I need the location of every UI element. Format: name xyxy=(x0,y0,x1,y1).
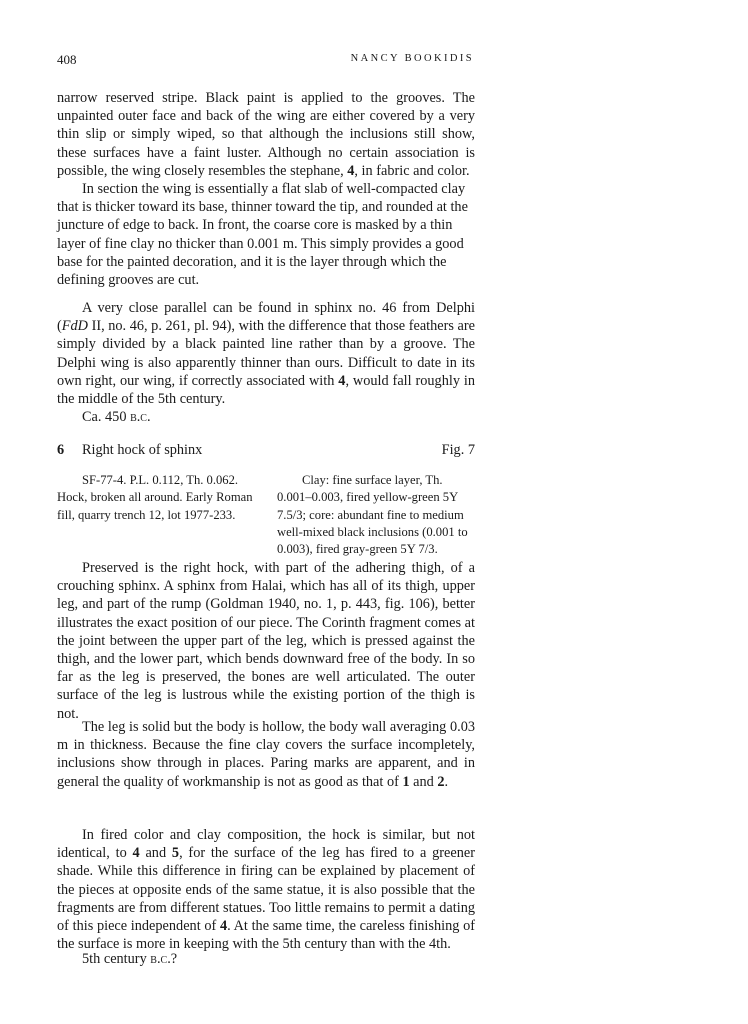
paragraph-3-text-2: II, no. 46, p. 261, pl. 94), with the difference that those feathers are simply divided by a black painted line rather than by a groove. The Delphi wing is also apparently thinner than ours. Difficult to date in its own right, our wing, if correctly associated with xyxy=(57,318,475,389)
cross-ref-4: 4 xyxy=(219,918,228,935)
catalog-number: 6 xyxy=(57,442,65,458)
date-line-2-prefix: 5th century xyxy=(82,951,151,967)
cross-ref-4: 4 xyxy=(132,845,140,862)
paragraph-2: In section the wing is essentially a flat slab of well-compacted clay that is thicker toward its base, thinner toward the tip, and rounded at the juncture of edge to back. In front, the coarse core is masked by a thin layer of fine clay no thicker than 0.001 m. This simply provides a good base for the painted decoration, and it is the layer through which the defining grooves are cut. xyxy=(57,181,468,289)
paragraph-6-text-2: and xyxy=(139,845,172,862)
date-line-2-era: b.c. xyxy=(150,951,171,967)
paragraph-5-text-3: . xyxy=(444,773,449,790)
paragraph-6-text-1: In fired color and clay composition, the hock is similar, but not identical, to xyxy=(57,827,475,862)
cross-ref-2: 2 xyxy=(437,773,445,790)
paragraph-4: Preserved is the right hock, with part of the adhering thigh, of a crouching sphinx. A sphinx from Halai, which has all of its thigh, upper leg, and part of the rump (Goldman 1940, no. 1, p. 443, fig. 106), better illustrates the exact position of our piece. The Corinth fragment comes at the joint between the upper part of the leg, which is pressed against the thigh, and the lower part, which bends downward free of the body. In so far as the leg is preserved, the bones are well articulated. The outer surface of the leg is lustrous while the existing portion of the thigh is not. xyxy=(57,560,475,722)
date-line-2-suffix: ? xyxy=(170,951,178,967)
running-head: NANCY BOOKIDIS xyxy=(350,53,474,64)
page-number: 408 xyxy=(57,52,77,67)
paragraph-1 xyxy=(57,89,475,180)
date-line-1 xyxy=(82,408,151,426)
paragraph-3-text-1: A very close parallel can be found in sphinx no. 46 from Delphi ( xyxy=(57,300,475,335)
date-line-1-era: b.c. xyxy=(130,409,151,425)
cross-ref-5: 5 xyxy=(171,845,180,862)
paragraph-3-text-3: , would fall roughly in the middle of the 5th century. xyxy=(57,372,475,408)
paragraph-6-text-3: , for the surface of the leg has fired to a greener shade. While this difference in firing can be explained by placement of the pieces at opposite ends of the same statue, it is also possible that the fragments are from different statues. Too little remains to permit a dating of this piece independent of xyxy=(57,845,475,935)
catalog-description-right: Clay: fine surface layer, Th. 0.001–0.003, fired yellow-green 5Y 7.5/3; core: abundant fine to medium well-mixed black inclusions (0.001 to 0.003), fired gray-green 5Y 7/3. xyxy=(277,473,468,557)
paragraph-6-text-4: . At the same time, the careless finishing of the surface is more in keeping with the 5th century than with the 4th. xyxy=(57,918,475,953)
catalog-description-left: SF-77-4. P.L. 0.112, Th. 0.062. Hock, broken all around. Early Roman fill, quarry trench 12, lot 1977-233. xyxy=(57,473,253,522)
paragraph-1-text-2: , in fabric and color. xyxy=(354,162,470,179)
paragraph-6 xyxy=(57,826,475,953)
catalog-title: Right hock of sphinx xyxy=(82,442,203,458)
figure-reference: Fig. 7 xyxy=(441,442,475,458)
paragraph-5-text-1: The leg is solid but the body is hollow, the body wall averaging 0.03 m in thickness. Because the fine clay covers the surface incompletely, inclusions show through in places. Paring marks are apparent, and in general the quality of workmanship is not as good as that of xyxy=(57,719,475,790)
cross-ref-1: 1 xyxy=(402,773,410,790)
date-line-2 xyxy=(82,950,177,968)
cross-ref-4: 4 xyxy=(338,372,346,389)
cross-ref-4: 4 xyxy=(347,162,355,179)
paragraph-5 xyxy=(57,718,475,791)
paragraph-1-text-1: narrow reserved stripe. Black paint is applied to the grooves. The unpainted outer face and back of the wing are either covered by a very thin slip or simply wiped, so that although the inclusions still show, these surfaces have a faint luster. Although no certain association is possible, the wing closely resembles the stephane, xyxy=(57,90,475,179)
paragraph-3 xyxy=(57,299,475,408)
paragraph-5-text-2: and xyxy=(409,773,438,790)
date-line-1-prefix: Ca. 450 xyxy=(82,409,131,425)
citation-fdd: FdD xyxy=(61,318,88,335)
